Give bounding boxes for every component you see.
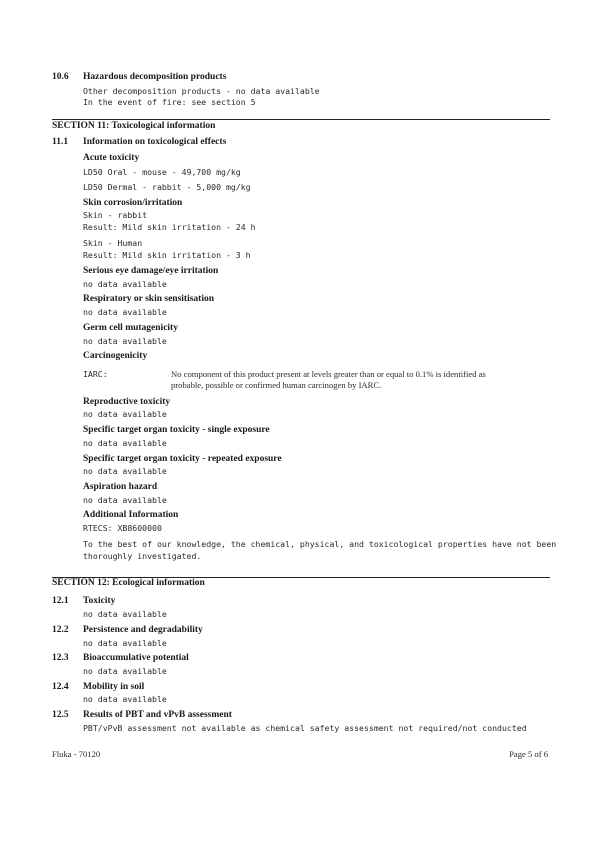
text-line: RTECS: XB8600000 xyxy=(83,523,162,533)
text-line: no data available xyxy=(83,638,167,648)
item-title: Respiratory or skin sensitisation xyxy=(83,294,214,304)
section-number: 12.5 xyxy=(52,710,69,720)
text-line: no data available xyxy=(83,694,167,704)
section-number: 10.6 xyxy=(52,72,69,82)
section-number: 12.3 xyxy=(52,653,69,663)
text-line: No component of this product present at levels greater than or equal to 0.1% is identified as xyxy=(171,369,486,379)
text-line: In the event of fire: see section 5 xyxy=(83,97,256,107)
text-line: no data available xyxy=(83,466,167,476)
subsection-title: Information on toxicological effects xyxy=(83,137,227,147)
section-number: 11.1 xyxy=(52,137,69,147)
item-title: Skin corrosion/irritation xyxy=(83,198,183,208)
text-line: no data available xyxy=(83,495,167,505)
subsection-title: Bioaccumulative potential xyxy=(83,653,189,663)
item-title: Serious eye damage/eye irritation xyxy=(83,266,219,276)
section-number: 12.1 xyxy=(52,596,69,606)
text-line: no data available xyxy=(83,438,167,448)
item-title: Germ cell mutagenicity xyxy=(83,323,178,333)
item-title: Additional Information xyxy=(83,510,179,520)
item-title: Acute toxicity xyxy=(83,153,140,163)
text-line: no data available xyxy=(83,609,167,619)
item-title: Specific target organ toxicity - repeated exposure xyxy=(83,454,282,464)
text-line: Result: Mild skin irritation - 3 h xyxy=(83,250,251,260)
text-line: LD50 Oral - mouse - 49,700 mg/kg xyxy=(83,167,241,177)
text-line: Result: Mild skin irritation - 24 h xyxy=(83,222,256,232)
text-line: LD50 Dermal - rabbit - 5,000 mg/kg xyxy=(83,182,251,192)
text-line: Skin - Human xyxy=(83,238,143,248)
text-line: no data available xyxy=(83,336,167,346)
footer-page-number: Page 5 of 6 xyxy=(509,749,548,759)
text-line: thoroughly investigated. xyxy=(83,551,202,561)
text-line: probable, possible or confirmed human carcinogen by IARC. xyxy=(171,380,382,390)
item-title: Aspiration hazard xyxy=(83,482,158,492)
text-line: Skin - rabbit xyxy=(83,210,148,220)
section-header: SECTION 11: Toxicological information xyxy=(52,121,216,131)
subsection-title: Mobility in soil xyxy=(83,682,145,692)
item-title: Reproductive toxicity xyxy=(83,397,171,407)
section-number: 12.2 xyxy=(52,625,69,635)
text-line: no data available xyxy=(83,666,167,676)
text-line: PBT/vPvB assessment not available as chemical safety assessment not required/not conducted xyxy=(83,723,527,733)
footer-product-code: Fluka - 70120 xyxy=(52,749,101,759)
section-divider xyxy=(52,119,550,120)
subsection-title: Hazardous decomposition products xyxy=(83,72,227,82)
subsection-title: Persistence and degradability xyxy=(83,625,203,635)
text-line: no data available xyxy=(83,279,167,289)
section-number: 12.4 xyxy=(52,682,69,692)
subsection-title: Toxicity xyxy=(83,596,116,606)
subsection-title: Results of PBT and vPvB assessment xyxy=(83,710,232,720)
iarc-label: IARC: xyxy=(83,369,108,379)
item-title: Specific target organ toxicity - single exposure xyxy=(83,425,270,435)
text-line: Other decomposition products - no data available xyxy=(83,86,320,96)
text-line: To the best of our knowledge, the chemical, physical, and toxicological properties have not been xyxy=(83,539,557,549)
text-line: no data available xyxy=(83,307,167,317)
section-header: SECTION 12: Ecological information xyxy=(52,578,205,588)
text-line: no data available xyxy=(83,409,167,419)
item-title: Carcinogenicity xyxy=(83,351,148,361)
